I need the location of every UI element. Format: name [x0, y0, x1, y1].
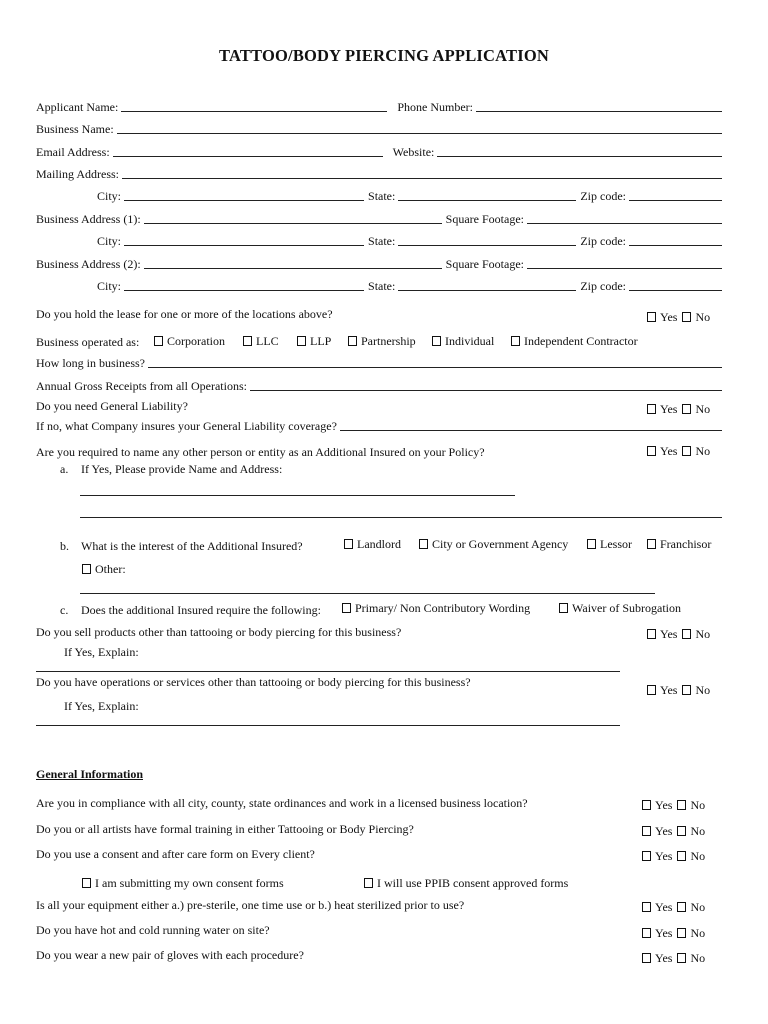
- no-label: No: [695, 627, 711, 641]
- square-footage-label: Square Footage:: [445, 212, 524, 226]
- option-own-consent-forms[interactable]: [82, 876, 284, 890]
- business-name-label: Business Name:: [36, 122, 114, 136]
- lease-yes-no: [647, 310, 710, 324]
- consent-yes-checkbox[interactable]: [642, 851, 651, 861]
- sell-products-explain-line[interactable]: [36, 671, 620, 672]
- equipment-yes-no: [642, 900, 705, 914]
- business-zip-1-field[interactable]: [629, 235, 722, 246]
- yes-label: Yes: [660, 310, 678, 324]
- yes-label: Yes: [655, 798, 673, 812]
- equipment-no-checkbox[interactable]: [677, 902, 686, 912]
- franchisor-label: Franchisor: [660, 537, 712, 551]
- how-long-row: [36, 356, 726, 370]
- business-address-2-row: [36, 257, 726, 271]
- ppib-consent-forms-label: I will use PPIB consent approved forms: [377, 876, 569, 890]
- item-a-text: If Yes, Please provide Name and Address:: [81, 462, 283, 476]
- general-liability-no-checkbox[interactable]: [682, 404, 691, 414]
- mailing-address-row: [36, 167, 726, 181]
- no-label: No: [690, 900, 706, 914]
- general-information-heading: General Information: [36, 767, 143, 781]
- additional-insured-yes-checkbox[interactable]: [647, 446, 656, 456]
- receipts-field[interactable]: [250, 380, 722, 391]
- no-label: No: [690, 926, 706, 940]
- general-liability-yes-checkbox[interactable]: [647, 404, 656, 414]
- independent-contractor-checkbox[interactable]: [511, 336, 520, 346]
- compliance-yes-checkbox[interactable]: [642, 800, 651, 810]
- city-label: City:: [97, 234, 122, 248]
- yes-label: Yes: [655, 824, 673, 838]
- square-footage-2-field[interactable]: [527, 258, 722, 269]
- equipment-yes-checkbox[interactable]: [642, 902, 651, 912]
- option-individual[interactable]: [432, 334, 494, 348]
- water-yes-checkbox[interactable]: [642, 928, 651, 938]
- option-franchisor[interactable]: [647, 537, 711, 551]
- option-llc[interactable]: [243, 334, 279, 348]
- city-label: City:: [97, 279, 122, 293]
- consent-yes-no: [642, 849, 705, 863]
- waiver-of-subrogation-checkbox[interactable]: [559, 603, 568, 613]
- option-independent-contractor[interactable]: [511, 334, 638, 348]
- individual-label: Individual: [445, 334, 495, 348]
- lease-question: Do you hold the lease for one or more of the locations above?: [36, 307, 333, 321]
- item-c-label: c.: [60, 603, 69, 617]
- city-government-checkbox[interactable]: [419, 539, 428, 549]
- how-long-field[interactable]: [148, 357, 722, 368]
- corporation-label: Corporation: [167, 334, 225, 348]
- compliance-question: Are you in compliance with all city, county, state ordinances and work in a licensed business location?: [36, 796, 528, 810]
- own-consent-forms-checkbox[interactable]: [82, 878, 91, 888]
- additional-insured-no-checkbox[interactable]: [682, 446, 691, 456]
- sell-products-no-checkbox[interactable]: [682, 629, 691, 639]
- training-no-checkbox[interactable]: [677, 826, 686, 836]
- waiver-of-subrogation-label: Waiver of Subrogation: [572, 601, 682, 615]
- no-label: No: [695, 310, 711, 324]
- other-label: Other:: [95, 562, 126, 576]
- llc-checkbox[interactable]: [243, 336, 252, 346]
- ppib-consent-forms-checkbox[interactable]: [364, 878, 373, 888]
- partnership-checkbox[interactable]: [348, 336, 357, 346]
- business-state-2-field[interactable]: [398, 280, 576, 291]
- mailing-address-label: Mailing Address:: [36, 167, 119, 181]
- business-address-1-label: Business Address (1):: [36, 212, 141, 226]
- option-ppib-consent-forms[interactable]: [364, 876, 568, 890]
- business-city-1-field[interactable]: [124, 235, 364, 246]
- other-checkbox[interactable]: [82, 564, 91, 574]
- business-address-2-label: Business Address (2):: [36, 257, 141, 271]
- email-row: [36, 145, 726, 159]
- other-interest-line[interactable]: [80, 593, 655, 594]
- how-long-label: How long in business?: [36, 356, 145, 370]
- business-address-1-field[interactable]: [144, 213, 442, 224]
- applicant-name-field[interactable]: [121, 101, 387, 112]
- mailing-state-field[interactable]: [398, 190, 576, 201]
- consent-question: Do you use a consent and after care form on Every client?: [36, 847, 315, 861]
- option-partnership[interactable]: [348, 334, 416, 348]
- state-label: State:: [368, 189, 396, 203]
- option-llp[interactable]: [297, 334, 331, 348]
- compliance-no-checkbox[interactable]: [677, 800, 686, 810]
- zip-code-label: Zip code:: [580, 234, 626, 248]
- no-label: No: [695, 444, 711, 458]
- franchisor-checkbox[interactable]: [647, 539, 656, 549]
- if-no-company-field[interactable]: [340, 420, 722, 431]
- receipts-row: [36, 379, 726, 393]
- zip-code-label: Zip code:: [580, 189, 626, 203]
- item-b-label: b.: [60, 539, 69, 553]
- llp-label: LLP: [310, 334, 332, 348]
- option-primary-non-contributory[interactable]: [342, 601, 530, 615]
- option-landlord[interactable]: [344, 537, 401, 551]
- option-corporation[interactable]: [154, 334, 225, 348]
- item-b-text: What is the interest of the Additional Insured?: [81, 539, 303, 553]
- partnership-label: Partnership: [361, 334, 416, 348]
- applicant-row: [36, 100, 726, 114]
- training-question: Do you or all artists have formal training in either Tattooing or Body Piercing?: [36, 822, 414, 836]
- business-name-row: [36, 122, 726, 136]
- square-footage-label: Square Footage:: [445, 257, 524, 271]
- training-yes-no: [642, 824, 705, 838]
- no-label: No: [690, 824, 706, 838]
- water-question: Do you have hot and cold running water on site?: [36, 923, 270, 937]
- business-city-2-row: [97, 279, 726, 293]
- individual-checkbox[interactable]: [432, 336, 441, 346]
- option-lessor[interactable]: [587, 537, 632, 551]
- if-no-company-row: [36, 419, 726, 433]
- business-name-field[interactable]: [117, 123, 722, 134]
- item-c-text: Does the additional Insured require the following:: [81, 603, 321, 617]
- llp-checkbox[interactable]: [297, 336, 306, 346]
- general-liability-yes-no: [647, 402, 710, 416]
- state-label: State:: [368, 279, 396, 293]
- other-operations-yes-checkbox[interactable]: [647, 685, 656, 695]
- phone-number-label: Phone Number:: [397, 100, 473, 114]
- square-footage-1-field[interactable]: [527, 213, 722, 224]
- additional-insured-address-line[interactable]: [80, 517, 722, 518]
- yes-label: Yes: [655, 951, 673, 965]
- zip-code-label: Zip code:: [580, 279, 626, 293]
- yes-label: Yes: [660, 444, 678, 458]
- other-operations-explain-label: If Yes, Explain:: [64, 699, 139, 713]
- yes-label: Yes: [660, 402, 678, 416]
- general-liability-question: Do you need General Liability?: [36, 399, 188, 413]
- item-a-label: a.: [60, 462, 69, 476]
- business-zip-2-field[interactable]: [629, 280, 722, 291]
- no-label: No: [695, 402, 711, 416]
- mailing-city-row: [97, 189, 726, 203]
- equipment-question: Is all your equipment either a.) pre-sterile, one time use or b.) heat sterilized prior to use?: [36, 898, 465, 912]
- llc-label: LLC: [256, 334, 279, 348]
- mailing-address-field[interactable]: [122, 168, 722, 179]
- primary-non-contributory-checkbox[interactable]: [342, 603, 351, 613]
- training-yes-checkbox[interactable]: [642, 826, 651, 836]
- no-label: No: [690, 798, 706, 812]
- yes-label: Yes: [660, 683, 678, 697]
- sell-products-question: Do you sell products other than tattooing or body piercing for this business?: [36, 625, 402, 639]
- form-title: TATTOO/BODY PIERCING APPLICATION: [218, 46, 550, 65]
- other-operations-no-checkbox[interactable]: [682, 685, 691, 695]
- if-no-company-label: If no, what Company insures your General Liability coverage?: [36, 419, 337, 433]
- sell-products-yes-checkbox[interactable]: [647, 629, 656, 639]
- email-address-label: Email Address:: [36, 145, 110, 159]
- landlord-label: Landlord: [357, 537, 401, 551]
- compliance-yes-no: [642, 798, 705, 812]
- website-field[interactable]: [437, 146, 722, 157]
- business-city-1-row: [97, 234, 726, 248]
- primary-non-contributory-label: Primary/ Non Contributory Wording: [355, 601, 531, 615]
- additional-insured-question: Are you required to name any other person or entity as an Additional Insured on your Policy?: [36, 445, 485, 459]
- state-label: State:: [368, 234, 396, 248]
- applicant-name-label: Applicant Name:: [36, 100, 119, 114]
- business-state-1-field[interactable]: [398, 235, 576, 246]
- gloves-yes-checkbox[interactable]: [642, 953, 651, 963]
- water-yes-no: [642, 926, 705, 940]
- consent-no-checkbox[interactable]: [677, 851, 686, 861]
- lessor-checkbox[interactable]: [587, 539, 596, 549]
- business-address-1-row: [36, 212, 726, 226]
- corporation-checkbox[interactable]: [154, 336, 163, 346]
- option-other[interactable]: [82, 562, 126, 576]
- landlord-checkbox[interactable]: [344, 539, 353, 549]
- sell-products-explain-label: If Yes, Explain:: [64, 645, 139, 659]
- option-waiver-of-subrogation[interactable]: [559, 601, 681, 615]
- mailing-zip-field[interactable]: [629, 190, 722, 201]
- own-consent-forms-label: I am submitting my own consent forms: [95, 876, 284, 890]
- gloves-question: Do you wear a new pair of gloves with each procedure?: [36, 948, 304, 962]
- other-operations-yes-no: [647, 683, 710, 697]
- no-label: No: [690, 951, 706, 965]
- no-label: No: [690, 849, 706, 863]
- independent-contractor-label: Independent Contractor: [524, 334, 638, 348]
- lease-yes-checkbox[interactable]: [647, 312, 656, 322]
- gloves-yes-no: [642, 951, 705, 965]
- yes-label: Yes: [655, 926, 673, 940]
- city-label: City:: [97, 189, 122, 203]
- lessor-label: Lessor: [600, 537, 632, 551]
- website-label: Website:: [392, 145, 435, 159]
- business-address-2-field[interactable]: [144, 258, 442, 269]
- yes-label: Yes: [655, 900, 673, 914]
- receipts-label: Annual Gross Receipts from all Operations:: [36, 379, 247, 393]
- lease-no-checkbox[interactable]: [682, 312, 691, 322]
- phone-number-field[interactable]: [476, 101, 722, 112]
- city-government-label: City or Government Agency: [432, 537, 569, 551]
- business-city-2-field[interactable]: [124, 280, 364, 291]
- operated-as-label: Business operated as:: [36, 335, 140, 349]
- yes-label: Yes: [660, 627, 678, 641]
- water-no-checkbox[interactable]: [677, 928, 686, 938]
- gloves-no-checkbox[interactable]: [677, 953, 686, 963]
- additional-insured-yes-no: [647, 444, 710, 458]
- sell-products-yes-no: [647, 627, 710, 641]
- other-operations-explain-line[interactable]: [36, 725, 620, 726]
- email-address-field[interactable]: [113, 146, 383, 157]
- option-city-government[interactable]: [419, 537, 568, 551]
- mailing-city-field[interactable]: [124, 190, 364, 201]
- yes-label: Yes: [655, 849, 673, 863]
- additional-insured-name-line[interactable]: [80, 495, 515, 496]
- no-label: No: [695, 683, 711, 697]
- other-operations-question: Do you have operations or services other than tattooing or body piercing for this business?: [36, 675, 471, 689]
